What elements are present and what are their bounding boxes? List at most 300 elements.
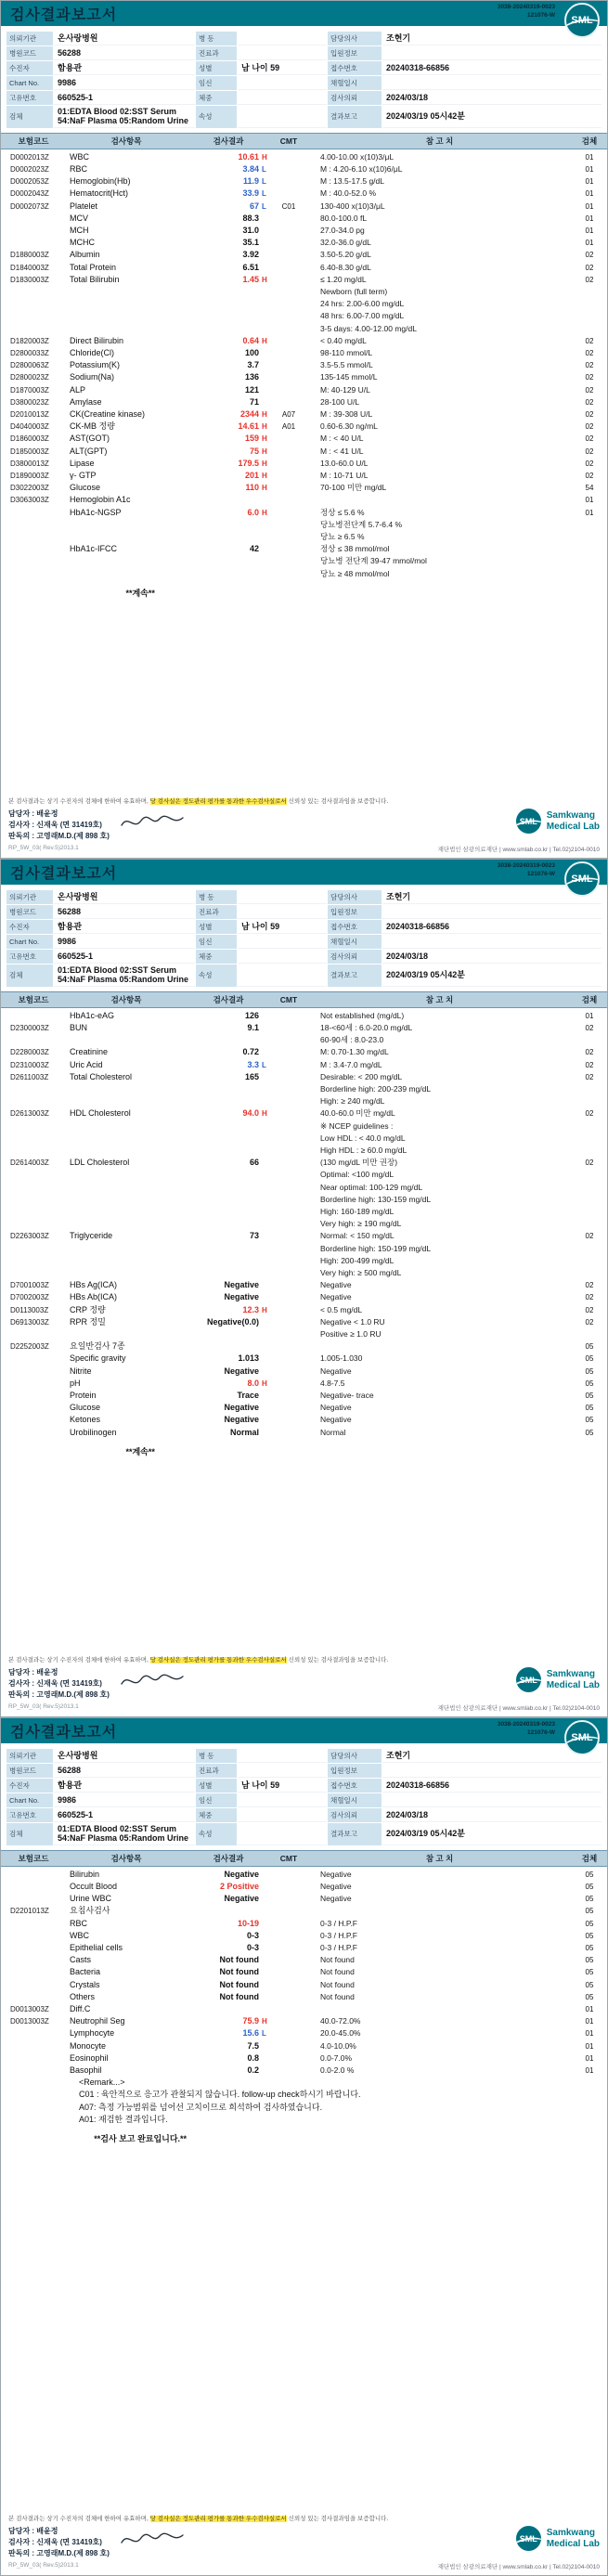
cell-test-name: Epithelial cells	[70, 1942, 123, 1952]
cell-test-name: Basophil	[70, 2065, 102, 2075]
reference-line: 0.60-6.30 ng/mL	[320, 421, 378, 432]
cell-insurance-code: D2613003Z	[10, 1109, 49, 1119]
cell-test-name: Others	[70, 1991, 96, 2001]
cell-insurance-code: D2300003Z	[10, 1023, 49, 1032]
result-value: Trace	[237, 1390, 259, 1400]
cell-specimen: 01	[585, 214, 594, 223]
cell-test-name: WBC	[70, 151, 89, 162]
cell-test-name: Potassium(K)	[70, 360, 121, 370]
info-label: 의뢰기관	[6, 890, 53, 904]
info-value	[238, 76, 327, 90]
cell-insurance-code: D6913003Z	[10, 1317, 49, 1327]
cell-specimen: 02	[585, 385, 594, 395]
cell-specimen: 02	[585, 1060, 594, 1069]
info-label: 병원코드	[6, 905, 53, 919]
reference-line: (130 mg/dL 미만 권장)	[320, 1158, 398, 1168]
cell-result	[187, 1304, 270, 1316]
cell-specimen: 05	[585, 1931, 594, 1940]
cell-specimen: 05	[585, 1366, 594, 1376]
table-row	[1, 408, 607, 421]
info-label: 고유번호	[6, 91, 53, 105]
cell-result	[187, 1107, 270, 1120]
report-title: 검사결과보고서	[10, 7, 118, 23]
cell-specimen: 02	[585, 409, 594, 419]
result-value: 75	[249, 446, 259, 456]
disclaimer	[8, 1656, 600, 1664]
cell-insurance-code: D0002023Z	[10, 164, 49, 174]
result-flag: L	[262, 177, 266, 187]
info-label: 채혈일시	[328, 76, 382, 90]
result-value: 3.3	[247, 1059, 259, 1069]
cell-reference	[307, 237, 572, 249]
cell-result	[187, 1046, 270, 1058]
reference-line: M : 10-71 U/L	[320, 470, 369, 480]
result-value: Negative	[224, 1280, 259, 1290]
reference-line: 20.0-45.0%	[320, 2028, 361, 2039]
cell-result	[187, 2027, 270, 2039]
info-grid	[6, 1749, 602, 1845]
cell-result	[187, 1414, 270, 1426]
column-header-specimen: 검체	[581, 994, 598, 1004]
cell-reference	[307, 1930, 572, 1942]
info-value: 조현기	[382, 1749, 602, 1763]
info-value	[238, 32, 327, 45]
info-label: 체중	[196, 950, 237, 964]
reference-line: 4.0-10.0%	[320, 2040, 356, 2051]
cell-result	[187, 213, 270, 225]
result-flag: H	[262, 409, 267, 419]
table-row	[1, 446, 607, 458]
result-value: 6.51	[242, 262, 259, 272]
reference-line: Negative	[320, 1366, 352, 1376]
result-value: 1.45	[242, 274, 259, 284]
cell-test-name: Occult Blood	[70, 1881, 118, 1891]
info-value: 20240318-66856	[382, 61, 602, 75]
reference-line: 13.0-60.0 U/L	[320, 458, 369, 468]
result-value: 9.1	[247, 1022, 259, 1032]
cell-result	[187, 1022, 270, 1034]
cell-result	[187, 1979, 270, 1991]
cell-specimen: 02	[585, 434, 594, 444]
result-flag: H	[262, 1109, 267, 1119]
footer-logo-name-line1: Samkwang	[546, 810, 595, 822]
table-row	[1, 2003, 607, 2015]
cell-result	[187, 1316, 270, 1328]
cell-reference	[307, 2015, 572, 2027]
cell-insurance-code: D0002043Z	[10, 189, 49, 199]
cell-insurance-code: D0002053Z	[10, 177, 49, 187]
reference-line: 0.0-7.0%	[320, 2052, 353, 2063]
result-flag: H	[262, 484, 267, 493]
cell-test-name: BUN	[70, 1022, 88, 1032]
cell-test-name: CK-MB 정량	[70, 421, 115, 432]
cell-reference	[307, 1966, 572, 1978]
report-page	[0, 1717, 608, 2576]
cell-reference	[307, 1979, 572, 1991]
result-value: 88.3	[242, 213, 259, 223]
reference-line: 당뇨 ≥ 6.5 %	[320, 531, 365, 541]
cell-result	[187, 1427, 270, 1439]
info-label: 병 동	[196, 890, 237, 904]
cell-result	[187, 1291, 270, 1303]
reference-line: Negative	[320, 1881, 352, 1891]
result-value: 10.61	[238, 151, 259, 162]
sml-logo-text: SML	[571, 874, 593, 885]
cell-result	[187, 1071, 270, 1083]
reference-line: Borderline high: 200-239 mg/dL	[320, 1083, 432, 1094]
info-label: 속성	[196, 964, 237, 987]
result-value: Negative	[224, 1366, 259, 1376]
cell-result	[187, 421, 270, 433]
cell-insurance-code: D2611003Z	[10, 1072, 49, 1081]
cell-specimen: 02	[585, 348, 594, 357]
info-label: 검사의뢰	[328, 950, 382, 964]
page-footer	[8, 797, 600, 853]
footer-logo-name-line2: Medical Lab	[546, 1679, 600, 1690]
result-value: 66	[249, 1158, 259, 1168]
staff-block	[8, 809, 110, 842]
cell-test-name: Neutrophil Seg	[70, 2016, 125, 2026]
info-value: 2024/03/19 05시42분	[382, 106, 602, 128]
result-value: 94.0	[242, 1108, 259, 1119]
result-flag: H	[262, 336, 267, 345]
info-label: 병 동	[196, 32, 237, 45]
result-flag: H	[262, 459, 267, 468]
result-value: 0.72	[242, 1047, 259, 1057]
reference-line: 4.00-10.00 x(10)3/μL	[320, 151, 395, 162]
info-value	[238, 890, 327, 904]
staff-line: 담당자 : 배윤정	[8, 1668, 58, 1676]
table-row	[1, 1942, 607, 1954]
info-label: 진료과	[196, 1764, 237, 1778]
reference-line: M: 0.70-1.30 mg/dL	[320, 1047, 389, 1057]
table-row	[1, 2040, 607, 2052]
cell-specimen: 01	[585, 1011, 594, 1020]
column-header-cmt: CMT	[279, 136, 298, 146]
cell-insurance-code: D0113003Z	[10, 1305, 49, 1314]
result-value: 0.64	[242, 335, 259, 345]
cell-specimen: 05	[585, 1968, 594, 1977]
reference-line: 18-<60세 : 6.0-20.0 mg/dL	[320, 1022, 413, 1032]
info-label: 입원정보	[328, 46, 382, 60]
cell-insurance-code: D2252003Z	[10, 1342, 49, 1352]
cell-insurance-code: D3800023Z	[10, 397, 49, 407]
cell-insurance-code: D1880003Z	[10, 251, 49, 260]
report-header	[1, 1, 607, 26]
info-label: 수진자	[6, 1779, 53, 1793]
page-footer	[8, 1656, 600, 1712]
info-label: 임신	[196, 1793, 237, 1807]
signature-icon	[119, 1671, 186, 1691]
cell-reference	[307, 1918, 572, 1930]
info-grid	[6, 32, 602, 128]
cell-test-name: Total Cholesterol	[70, 1071, 133, 1081]
cell-test-name: Lipase	[70, 458, 95, 468]
footer-logo-block	[516, 2526, 600, 2551]
reference-line: Normal: < 150 mg/dL	[320, 1231, 395, 1241]
cell-insurance-code: D7002003Z	[10, 1293, 49, 1302]
reference-line: Not established (mg/dL)	[320, 1010, 405, 1020]
reference-line: 0.0-2.0 %	[320, 2065, 355, 2075]
cell-insurance-code: D2800063Z	[10, 361, 49, 370]
info-value	[238, 91, 327, 105]
table-row	[1, 175, 607, 188]
reference-line: High: 160-189 mg/dL	[320, 1206, 395, 1216]
column-header-insurance-code: 보험코드	[18, 1853, 49, 1863]
cell-insurance-code: D2800033Z	[10, 348, 49, 357]
footer-logo-name-line1: Samkwang	[546, 1669, 595, 1680]
footer-logo-name	[547, 1669, 600, 1689]
info-value	[238, 1823, 327, 1845]
cell-reference	[307, 396, 572, 408]
cell-specimen: 01	[585, 226, 594, 235]
cell-specimen: 02	[585, 1159, 594, 1168]
cell-reference	[307, 2027, 572, 2039]
reference-line: Very high: ≥ 190 mg/dL	[320, 1219, 402, 1229]
cell-insurance-code: D1830003Z	[10, 275, 49, 284]
column-header-specimen: 검체	[581, 1853, 598, 1863]
staff-line: 판독의 : 고영래M.D.(제 898 호)	[8, 1690, 110, 1699]
cell-test-name: γ- GTP	[70, 470, 97, 480]
cell-result	[187, 2015, 270, 2027]
cell-result	[187, 1366, 270, 1378]
cell-result	[187, 433, 270, 445]
cell-reference	[307, 188, 572, 200]
info-label: 성별	[196, 1779, 237, 1793]
cell-test-name: RPR 정밀	[70, 1316, 106, 1327]
result-value: Not found	[219, 1991, 259, 2001]
staff-line: 검사자 : 신재욱 (면 31419호)	[8, 821, 102, 829]
cell-test-name: Sodium(Na)	[70, 372, 115, 382]
result-flag: H	[262, 471, 267, 480]
cell-result	[187, 274, 270, 286]
info-value: 함용관	[54, 61, 195, 75]
table-row	[1, 1966, 607, 1978]
cell-specimen: 05	[585, 1416, 594, 1425]
cell-reference	[307, 507, 572, 544]
cell-reference	[307, 1071, 572, 1108]
cell-specimen: 05	[585, 1391, 594, 1400]
cell-reference	[307, 1427, 572, 1439]
cell-reference	[307, 1304, 572, 1316]
remark-line: C01 : 육안적으로 응고가 관찰되지 않습니다. follow-up check하시기 바랍니다.	[79, 2090, 361, 2100]
info-value	[382, 46, 602, 60]
lab-address: 재단법인 삼광의료재단 | www.smlab.co.kr | Tel.02)2104-0010	[437, 847, 600, 853]
result-value: 67	[249, 201, 259, 211]
cell-specimen: 05	[585, 1980, 594, 1989]
column-header-test-name: 검사항목	[110, 1853, 142, 1863]
table-row	[1, 1059, 607, 1071]
table-row	[1, 1991, 607, 2003]
cell-specimen: 02	[585, 1293, 594, 1302]
report-page	[0, 0, 608, 859]
cell-result	[187, 1918, 270, 1930]
cell-specimen: 01	[585, 2017, 594, 2026]
lab-address: 재단법인 삼광의료재단 | www.smlab.co.kr | Tel.02)2104-0010	[437, 1705, 600, 1712]
reference-line: 28-100 U/L	[320, 396, 360, 407]
info-value: 온사랑병원	[54, 1749, 195, 1763]
reference-line: High HDL : ≥ 60.0 mg/dL	[320, 1145, 407, 1155]
reference-line: Not found	[320, 1991, 355, 2001]
cell-specimen: 54	[585, 484, 594, 493]
table-row	[1, 1979, 607, 1991]
document-number	[498, 862, 555, 879]
result-value: 165	[244, 1071, 259, 1081]
cell-reference	[307, 175, 572, 188]
cell-insurance-code: D1860003Z	[10, 434, 49, 444]
cell-insurance-code: D1870003Z	[10, 385, 49, 395]
cell-reference	[307, 213, 572, 225]
remark-line: <Remark...>	[79, 2078, 125, 2088]
cell-result	[187, 262, 270, 274]
column-header-insurance-code: 보험코드	[18, 136, 49, 146]
reference-line: 1.005-1.030	[320, 1353, 363, 1364]
reference-line: 당뇨병 전단계 39-47 mmol/mol	[320, 556, 427, 566]
cell-reference	[307, 470, 572, 482]
cell-specimen: 01	[585, 152, 594, 162]
table-row	[1, 249, 607, 261]
footer-logo-name-line2: Medical Lab	[546, 821, 600, 832]
result-value: Negative(0.0)	[206, 1316, 259, 1327]
footer-sml-logo-text: SML	[519, 816, 537, 826]
cell-result	[187, 2052, 270, 2065]
cell-result	[187, 359, 270, 371]
cell-test-name: pH	[70, 1378, 81, 1388]
cell-result	[187, 1230, 270, 1242]
disclaimer-highlight: 당 검사실은 정도관리 평가를 통과한 우수검사실로서	[149, 2515, 287, 2522]
reference-line: M : 13.5-17.5 g/dL	[320, 176, 384, 187]
info-label: 검사의뢰	[328, 1808, 382, 1822]
result-value: 100	[244, 347, 259, 357]
cell-result	[187, 335, 270, 347]
table-row	[1, 1954, 607, 1966]
cell-test-name: MCHC	[70, 238, 95, 248]
signature-icon	[119, 812, 186, 833]
cell-insurance-code: D0002013Z	[10, 152, 49, 162]
result-value: 0.2	[247, 2065, 259, 2075]
table-row	[1, 1071, 607, 1108]
cell-reference	[307, 1869, 572, 1881]
cell-reference	[307, 1291, 572, 1303]
cell-test-name: LDL Cholesterol	[70, 1158, 130, 1168]
table-header-row	[1, 133, 607, 149]
table-row	[1, 1869, 607, 1881]
disclaimer-text-pre: 본 검사결과는 상기 수진자의 검체에 한하여 유효하며,	[8, 2515, 150, 2522]
cell-reference	[307, 2065, 572, 2077]
cell-specimen: 01	[585, 177, 594, 187]
result-flag: H	[262, 447, 267, 456]
cell-result	[187, 2065, 270, 2077]
info-label: 채혈일시	[328, 935, 382, 949]
result-rows	[1, 1867, 607, 2145]
result-value: 179.5	[238, 458, 259, 468]
result-value: 121	[244, 384, 259, 395]
page-footer	[8, 2515, 600, 2570]
cell-result	[187, 507, 270, 519]
cell-test-name: Chloride(Cl)	[70, 347, 115, 357]
disclaimer-text-pre: 본 검사결과는 상기 수진자의 검체에 한하여 유효하며,	[8, 797, 150, 805]
reference-line: Negative	[320, 1894, 352, 1904]
cell-result	[187, 1991, 270, 2003]
table-row	[1, 1427, 607, 1439]
reference-line: Normal	[320, 1427, 346, 1437]
info-label: 담당의사	[328, 890, 382, 904]
cell-result	[187, 470, 270, 482]
info-label: 고유번호	[6, 1808, 53, 1822]
cell-reference	[307, 371, 572, 383]
cell-test-name: Casts	[70, 1955, 92, 1965]
cell-test-name: ALP	[70, 384, 86, 395]
info-label: 검체	[6, 1823, 53, 1845]
cell-reference	[307, 1893, 572, 1905]
table-row	[1, 1881, 607, 1893]
reference-line: Optimal: <100 mg/dL	[320, 1170, 395, 1180]
staff-line: 담당자 : 배윤정	[8, 2527, 58, 2535]
info-value: 2024/03/18	[382, 1808, 602, 1822]
info-value	[382, 1764, 602, 1778]
sml-logo-text: SML	[571, 1732, 593, 1743]
result-value: Not found	[219, 1979, 259, 1989]
cell-specimen: 05	[585, 1870, 594, 1879]
info-label: 성별	[196, 920, 237, 934]
report-page	[0, 859, 608, 1717]
cell-insurance-code: D2263003Z	[10, 1232, 49, 1241]
info-label: 입원정보	[328, 1764, 382, 1778]
cell-result	[187, 1353, 270, 1365]
cell-comment-code: A07	[281, 409, 296, 419]
cell-specimen: 05	[585, 1895, 594, 1904]
cell-result	[187, 543, 270, 555]
document-number-line1: 3038-20240319-0023	[497, 1721, 555, 1728]
info-label: 진료과	[196, 905, 237, 919]
reference-line: M : 40.0-52.0 %	[320, 188, 377, 199]
cell-result	[187, 1059, 270, 1071]
reference-line: < 0.5 mg/dL	[320, 1304, 363, 1314]
info-value: 56288	[54, 905, 195, 919]
cell-test-name: Nitrite	[70, 1366, 92, 1376]
cell-reference	[307, 1022, 572, 1046]
result-value: 3.84	[242, 163, 259, 174]
column-header-specimen: 검체	[581, 136, 598, 146]
result-value: Negative	[224, 1415, 259, 1425]
result-value: 2 Positive	[219, 1881, 259, 1891]
cell-test-name: AST(GOT)	[70, 434, 110, 444]
cell-test-name: Creatinine	[70, 1047, 109, 1057]
cell-specimen: 02	[585, 1048, 594, 1057]
result-flag: L	[262, 1060, 266, 1069]
result-value: 110	[245, 483, 259, 493]
info-value: 2024/03/18	[382, 950, 602, 964]
report-header	[1, 860, 607, 885]
result-value: 11.9	[242, 176, 259, 187]
info-label: 접수번호	[328, 920, 382, 934]
result-value: Not found	[219, 1967, 259, 1977]
cell-test-name: Monocyte	[70, 2040, 107, 2051]
cell-reference	[307, 1954, 572, 1966]
signature-icon	[119, 2530, 186, 2550]
info-label: 속성	[196, 106, 237, 128]
cell-specimen: 01	[585, 2053, 594, 2063]
cell-specimen: 02	[585, 1317, 594, 1327]
disclaimer-highlight: 당 검사실은 정도관리 평가를 통과한 우수검사실로서	[149, 1656, 287, 1663]
table-row	[1, 1107, 607, 1157]
info-label: 채혈일시	[328, 1793, 382, 1807]
cell-specimen: 02	[585, 397, 594, 407]
document-number-line1: 3038-20240319-0023	[497, 4, 555, 10]
result-flag: H	[262, 434, 267, 444]
document-number	[498, 1721, 555, 1738]
cell-specimen: 05	[585, 1354, 594, 1364]
